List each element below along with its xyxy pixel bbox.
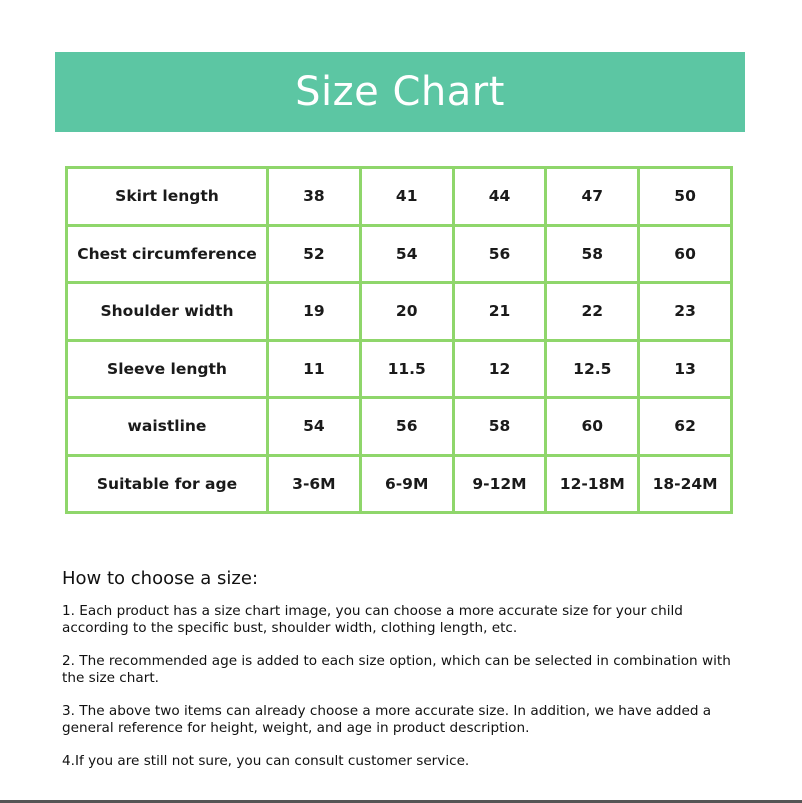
size-guide-notes	[62, 568, 752, 786]
table-cell: 19	[268, 283, 361, 341]
table-cell: 12	[453, 340, 546, 398]
table-row-sleeve-length	[67, 340, 732, 398]
note-item: 3. The above two items can already choose a more accurate size. In addition, we have added a general reference for height, weight, and age in product description.	[62, 703, 712, 736]
table-cell: 60	[639, 225, 732, 283]
table-cell: 23	[639, 283, 732, 341]
table-cell: 13	[639, 340, 732, 398]
table-cell: 47	[546, 168, 639, 226]
table-row-shoulder-width	[67, 283, 732, 341]
table-row-waistline	[67, 398, 732, 456]
row-label: waistline	[67, 398, 268, 456]
table-cell: 3-6M	[268, 455, 361, 513]
note-item: 1. Each product has a size chart image, you can choose a more accurate size for your child according to the specific bust, shoulder width, clothing length, etc.	[62, 603, 683, 636]
table-cell: 62	[639, 398, 732, 456]
table-cell: 54	[268, 398, 361, 456]
table-cell: 41	[360, 168, 453, 226]
table-row-chest-circumference	[67, 225, 732, 283]
page-title: Size Chart	[295, 69, 505, 115]
table-row-skirt-length	[67, 168, 732, 226]
row-label: Suitable for age	[67, 455, 268, 513]
table-cell: 18-24M	[639, 455, 732, 513]
table-cell: 44	[453, 168, 546, 226]
table-cell: 58	[453, 398, 546, 456]
table-cell: 22	[546, 283, 639, 341]
table-cell: 6-9M	[360, 455, 453, 513]
table-cell: 11	[268, 340, 361, 398]
row-label: Skirt length	[67, 168, 268, 226]
table-cell: 11.5	[360, 340, 453, 398]
table-cell: 50	[639, 168, 732, 226]
row-label: Shoulder width	[67, 283, 268, 341]
row-label: Chest circumference	[67, 225, 268, 283]
table-cell: 54	[360, 225, 453, 283]
note-item: 4.If you are still not sure, you can consult customer service.	[62, 753, 470, 769]
table-cell: 12-18M	[546, 455, 639, 513]
note-item: 2. The recommended age is added to each size option, which can be selected in combination with the size chart.	[62, 653, 731, 686]
notes-heading: How to choose a size:	[62, 568, 259, 589]
table-cell: 9-12M	[453, 455, 546, 513]
table-cell: 38	[268, 168, 361, 226]
table-cell: 58	[546, 225, 639, 283]
size-chart-table	[65, 166, 733, 514]
size-chart-banner	[55, 52, 745, 132]
table-cell: 21	[453, 283, 546, 341]
table-row-suitable-for-age	[67, 455, 732, 513]
row-label: Sleeve length	[67, 340, 268, 398]
table-cell: 12.5	[546, 340, 639, 398]
table-cell: 52	[268, 225, 361, 283]
table-cell: 56	[360, 398, 453, 456]
table-cell: 20	[360, 283, 453, 341]
table-cell: 56	[453, 225, 546, 283]
table-cell: 60	[546, 398, 639, 456]
